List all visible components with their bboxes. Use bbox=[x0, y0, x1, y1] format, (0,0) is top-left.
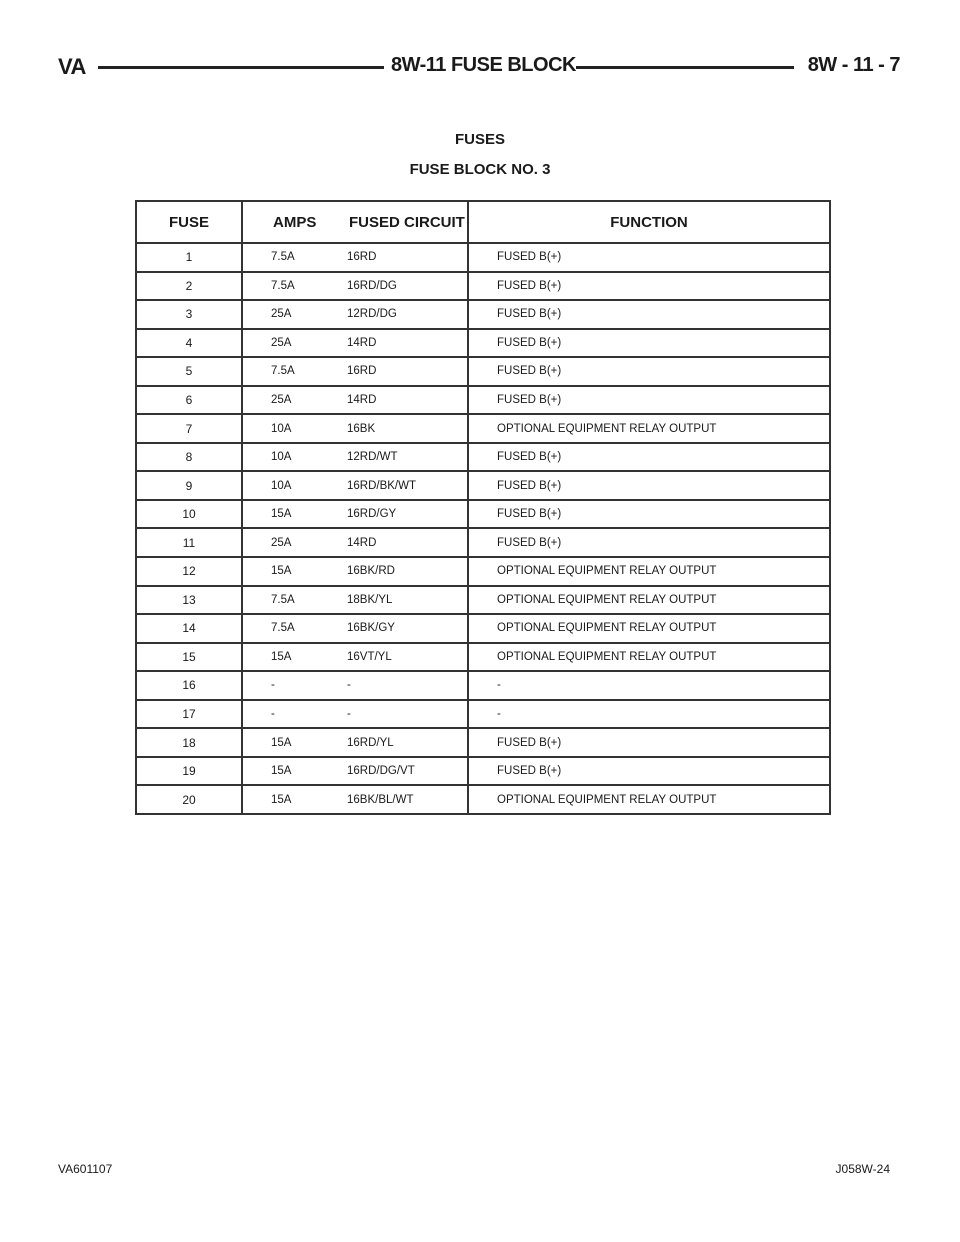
function-cell: OPTIONAL EQUIPMENT RELAY OUTPUT bbox=[497, 650, 717, 663]
amps-cell: 25A bbox=[271, 394, 292, 406]
fused-circuit-cell: 16RD/GY bbox=[329, 501, 469, 528]
fused-circuit-cell: 16RD/YL bbox=[329, 729, 469, 756]
table-row bbox=[137, 444, 829, 473]
page-header bbox=[58, 52, 900, 82]
table-row bbox=[137, 672, 829, 701]
table-row bbox=[137, 615, 829, 644]
fused-circuit-cell: 16BK bbox=[329, 415, 469, 442]
column-header-fuse: FUSE bbox=[137, 202, 243, 242]
fused-circuit-cell: 16RD/BK/WT bbox=[329, 472, 469, 499]
fuse-number-cell: 15 bbox=[137, 644, 243, 671]
amps-cell: 10A bbox=[271, 451, 292, 464]
function-cell: OPTIONAL EQUIPMENT RELAY OUTPUT bbox=[497, 622, 717, 635]
fused-circuit-cell: 16RD bbox=[329, 358, 469, 385]
amps-cell: 10A bbox=[271, 479, 292, 492]
table-row bbox=[137, 415, 829, 444]
function-cell: OPTIONAL EQUIPMENT RELAY OUTPUT bbox=[497, 593, 717, 606]
header-rule-left bbox=[98, 66, 384, 69]
table-row bbox=[137, 501, 829, 530]
table-row bbox=[137, 358, 829, 387]
function-cell: FUSED B(+) bbox=[497, 508, 562, 521]
fused-circuit-cell: 16RD/DG/VT bbox=[329, 758, 469, 785]
amps-cell: 25A bbox=[271, 308, 292, 321]
function-cell: FUSED B(+) bbox=[497, 394, 562, 406]
function-cell: FUSED B(+) bbox=[497, 308, 562, 321]
fused-circuit-cell: 12RD/WT bbox=[329, 444, 469, 471]
amps-cell: - bbox=[271, 679, 275, 692]
fuse-number-cell: 19 bbox=[137, 758, 243, 785]
column-header-fused-circuit: FUSED CIRCUIT bbox=[329, 202, 469, 242]
fuse-number-cell: 3 bbox=[137, 301, 243, 328]
amps-cell: 15A bbox=[271, 508, 292, 521]
table-header bbox=[137, 202, 829, 244]
fuse-number-cell: 11 bbox=[137, 529, 243, 556]
table-row bbox=[137, 701, 829, 730]
function-cell: FUSED B(+) bbox=[497, 536, 562, 549]
fuse-number-cell: 9 bbox=[137, 472, 243, 499]
fused-circuit-cell: 16RD bbox=[329, 244, 469, 271]
function-cell: - bbox=[497, 679, 501, 692]
fused-circuit-cell: 14RD bbox=[329, 529, 469, 556]
amps-cell: 7.5A bbox=[271, 622, 295, 635]
table-row bbox=[137, 758, 829, 787]
fuse-number-cell: 16 bbox=[137, 672, 243, 699]
function-cell: FUSED B(+) bbox=[497, 736, 562, 749]
header-rule-right bbox=[550, 66, 794, 69]
table-row bbox=[137, 786, 829, 813]
fuse-number-cell: 4 bbox=[137, 330, 243, 357]
document-title: FUSES bbox=[454, 131, 505, 148]
fuse-number-cell: 6 bbox=[137, 387, 243, 414]
amps-cell: 15A bbox=[271, 765, 292, 778]
document-subtitle: FUSE BLOCK NO. 3 bbox=[409, 161, 551, 178]
fused-circuit-cell: - bbox=[329, 701, 469, 728]
fuse-number-cell: 2 bbox=[137, 273, 243, 300]
table-row bbox=[137, 330, 829, 359]
fused-circuit-cell: 14RD bbox=[329, 387, 469, 414]
amps-cell: 7.5A bbox=[271, 365, 295, 378]
fuse-number-cell: 8 bbox=[137, 444, 243, 471]
fused-circuit-cell: 16RD/DG bbox=[329, 273, 469, 300]
fuse-number-cell: 18 bbox=[137, 729, 243, 756]
figure-id: VA601107 bbox=[58, 1162, 113, 1176]
vehicle-code: VA bbox=[58, 54, 86, 79]
fuse-number-cell: 20 bbox=[137, 786, 243, 813]
fuse-number-cell: 13 bbox=[137, 587, 243, 614]
amps-cell: 15A bbox=[271, 793, 292, 806]
function-cell: FUSED B(+) bbox=[497, 279, 562, 292]
fused-circuit-cell: 16BK/GY bbox=[329, 615, 469, 642]
page-number: 8W - 11 - 7 bbox=[807, 54, 900, 76]
fused-circuit-cell: 16BK/RD bbox=[329, 558, 469, 585]
function-cell: FUSED B(+) bbox=[497, 765, 562, 778]
table-row bbox=[137, 558, 829, 587]
fused-circuit-cell: 16BK/BL/WT bbox=[329, 786, 469, 813]
fuse-table bbox=[135, 200, 831, 815]
document-id: J058W-24 bbox=[835, 1162, 890, 1176]
table-row bbox=[137, 244, 829, 273]
function-cell: OPTIONAL EQUIPMENT RELAY OUTPUT bbox=[497, 565, 717, 578]
column-header-function: FUNCTION bbox=[610, 213, 688, 231]
function-cell: FUSED B(+) bbox=[497, 251, 562, 264]
amps-cell: - bbox=[271, 708, 275, 721]
fuse-number-cell: 10 bbox=[137, 501, 243, 528]
fuse-number-cell: 14 bbox=[137, 615, 243, 642]
amps-cell: 10A bbox=[271, 422, 292, 435]
fuse-number-cell: 12 bbox=[137, 558, 243, 585]
table-body bbox=[137, 244, 829, 813]
table-row bbox=[137, 387, 829, 416]
amps-cell: 15A bbox=[271, 650, 292, 663]
table-row bbox=[137, 644, 829, 673]
fused-circuit-cell: 18BK/YL bbox=[329, 587, 469, 614]
amps-cell: 25A bbox=[271, 336, 292, 349]
table-row bbox=[137, 729, 829, 758]
function-cell: OPTIONAL EQUIPMENT RELAY OUTPUT bbox=[497, 422, 717, 435]
fused-circuit-cell: - bbox=[329, 672, 469, 699]
column-header-amps: AMPS bbox=[273, 213, 317, 231]
amps-cell: 15A bbox=[271, 736, 292, 749]
amps-cell: 7.5A bbox=[271, 593, 295, 606]
amps-cell: 7.5A bbox=[271, 251, 295, 264]
fuse-number-cell: 1 bbox=[137, 244, 243, 271]
table-row bbox=[137, 529, 829, 558]
table-row bbox=[137, 273, 829, 302]
function-cell: FUSED B(+) bbox=[497, 365, 562, 378]
function-cell: - bbox=[497, 708, 501, 721]
table-row bbox=[137, 472, 829, 501]
fuse-number-cell: 7 bbox=[137, 415, 243, 442]
function-cell: OPTIONAL EQUIPMENT RELAY OUTPUT bbox=[497, 793, 717, 806]
amps-cell: 7.5A bbox=[271, 279, 295, 292]
amps-cell: 15A bbox=[271, 565, 292, 578]
fused-circuit-cell: 14RD bbox=[329, 330, 469, 357]
fused-circuit-cell: 16VT/YL bbox=[329, 644, 469, 671]
function-cell: FUSED B(+) bbox=[497, 336, 562, 349]
fuse-number-cell: 17 bbox=[137, 701, 243, 728]
function-cell: FUSED B(+) bbox=[497, 451, 562, 464]
fuse-number-cell: 5 bbox=[137, 358, 243, 385]
function-cell: FUSED B(+) bbox=[497, 479, 562, 492]
table-row bbox=[137, 301, 829, 330]
amps-cell: 25A bbox=[271, 536, 292, 549]
section-title: 8W-11 FUSE BLOCK bbox=[391, 54, 576, 76]
fused-circuit-cell: 12RD/DG bbox=[329, 301, 469, 328]
table-row bbox=[137, 587, 829, 616]
